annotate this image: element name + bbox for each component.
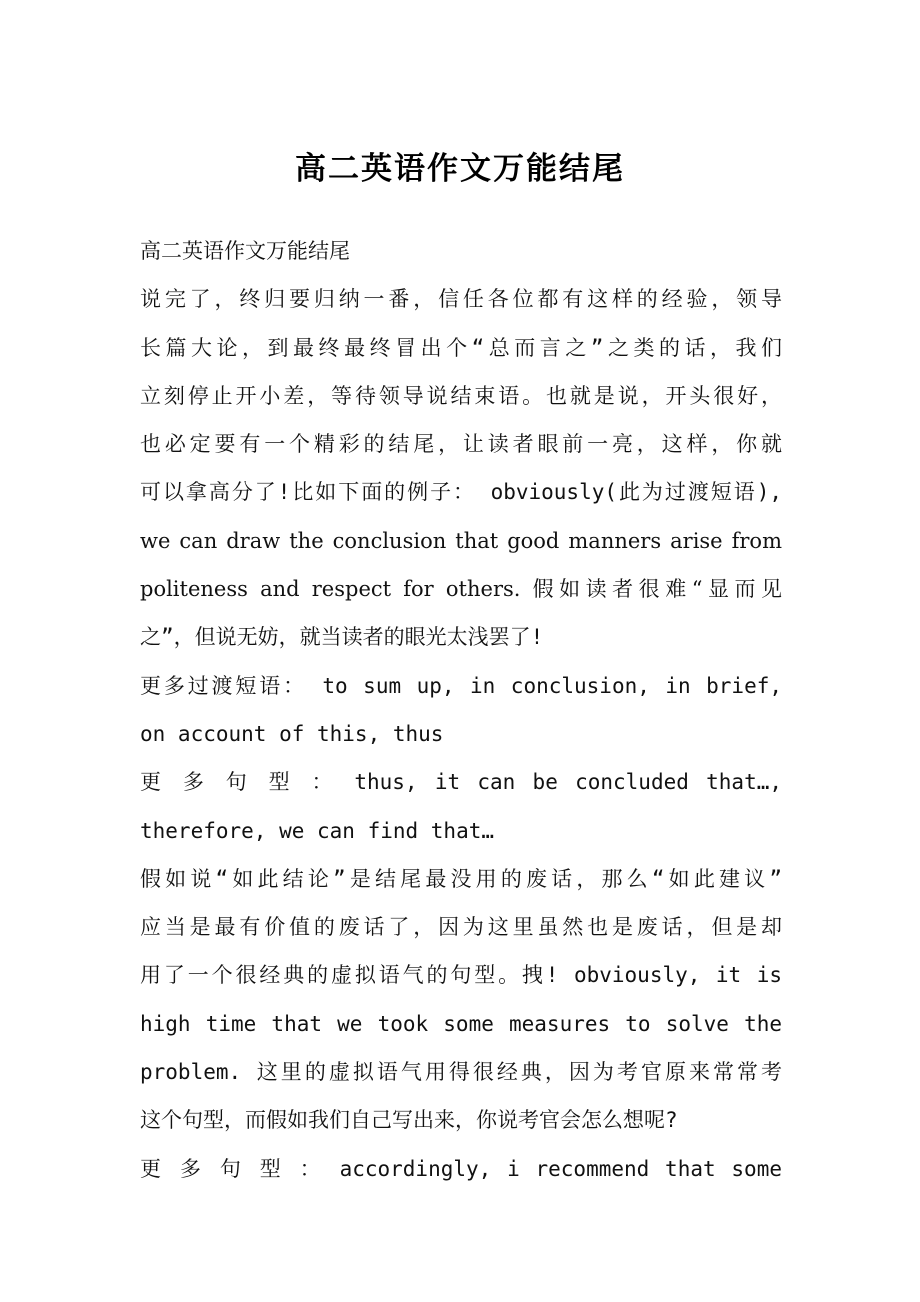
text-line: we can draw the conclusion that good manners arise from (140, 528, 782, 553)
document-title: 高二英语作文万能结尾 (295, 151, 625, 187)
text-line: 更 多 句 型 ： thus, it can be concluded that…, (140, 770, 782, 795)
paragraph-heading: 高二英语作文万能结尾 (140, 239, 350, 263)
text-line: 假如说“如此结论”是结尾最没用的废话，那么“如此建议” (140, 866, 782, 891)
text-line: high time that we took some measures to solve the (140, 1011, 782, 1036)
text-line: 立刻停止开小差，等待领导说结束语。也就是说，开头很好， (140, 383, 782, 408)
text-line: 应当是最有价值的废话了，因为这里虽然也是废话，但是却 (140, 915, 782, 940)
text-line: 用了一个很经典的虚拟语气的句型。拽! obviously, it is (140, 963, 782, 988)
text-line: therefore, we can find that… (140, 818, 495, 843)
text-line: politeness and respect for others. 假如读者很难“显而见 (140, 577, 782, 602)
document-body (140, 227, 782, 1193)
text-line: 可以拿高分了!比如下面的例子： obviously(此为过渡短语), (140, 480, 782, 505)
text-line: 也必定要有一个精彩的结尾，让读者眼前一亮，这样，你就 (140, 432, 782, 457)
text-line: 说完了，终归要归纳一番，信任各位都有这样的经验，领导 (140, 287, 782, 312)
text-line: 长篇大论，到最终最终冒出个“总而言之”之类的话，我们 (140, 335, 782, 360)
text-line: problem. 这里的虚拟语气用得很经典，因为考官原来常常考 (140, 1060, 782, 1085)
text-line: 之”，但说无妨，就当读者的眼光太浅罢了! (140, 625, 544, 650)
text-line: 更 多 句 型 ： accordingly, i recommend that some (140, 1156, 782, 1181)
text-line: 更多过渡短语： to sum up, in conclusion, in brief, (140, 673, 782, 698)
text-line: on account of this, thus (140, 721, 444, 746)
text-line: 这个句型，而假如我们自己写出来，你说考官会怎么想呢? (140, 1108, 678, 1133)
